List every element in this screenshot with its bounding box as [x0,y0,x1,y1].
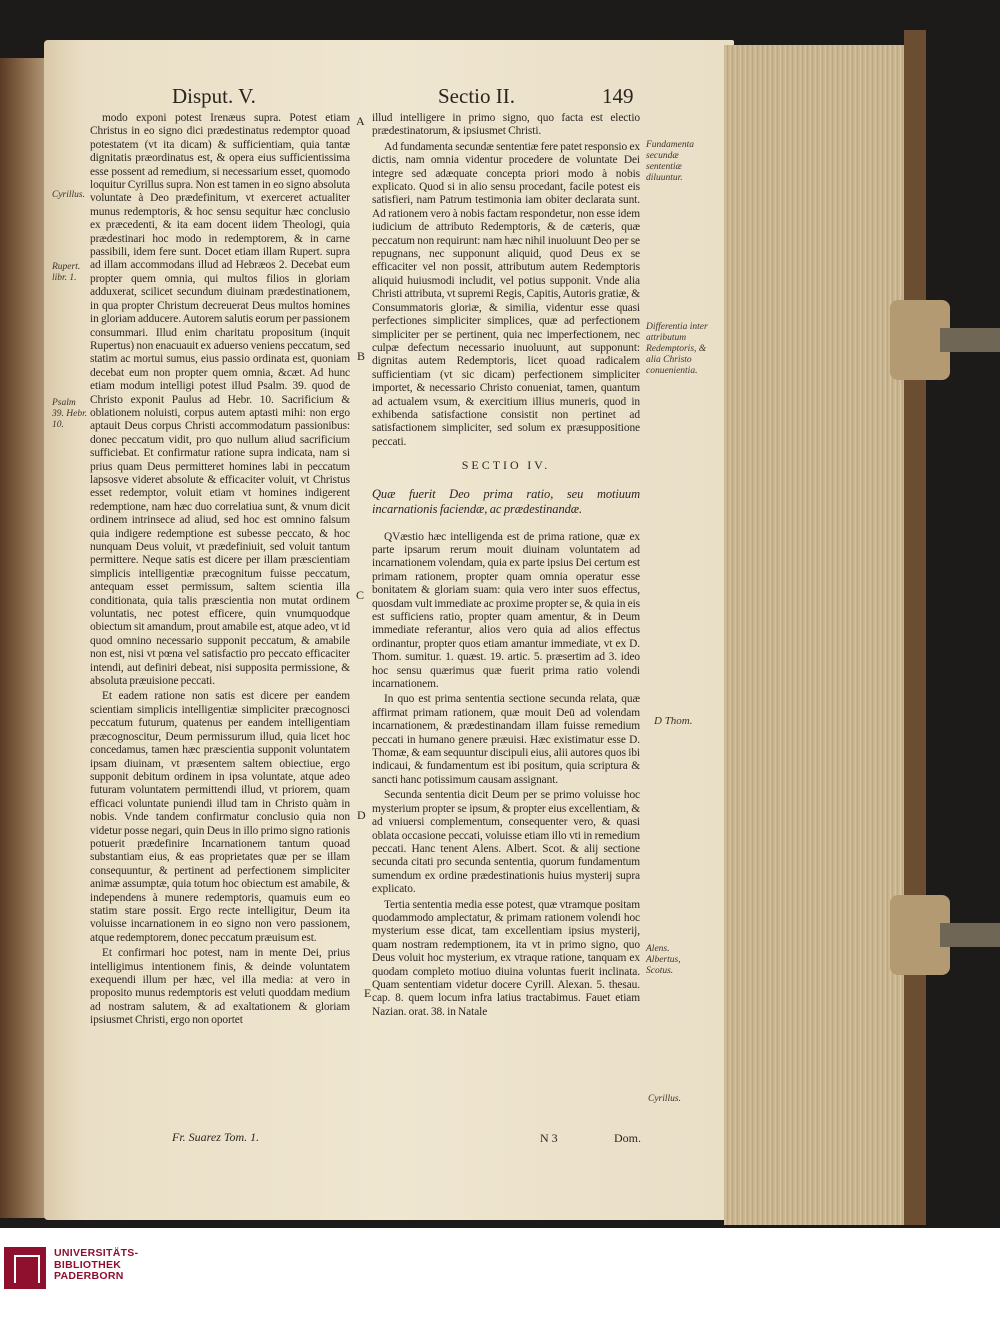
section-title: SECTIO IV. [461,458,551,473]
paragraph: modo exponi potest Irenæus supra. Potest etiam Christus in eo signo dici prædestinatus redemptor quoad potestatem (vt ita dicam) & sufficientiam, quia tantæ dignitatis præordinatus est, & opera eius sufficientissima esse possent ad remedium, si necessarium esset, quomodo loquitur Cyrillus supra. Non est tamen in eo signo absoluta voluntate à Deo prædefinitum, vt exerceret actualiter munus redemptoris, & hoc sensu sequitur hæc conclusio ex præcedenti, & ita eam docent iidem Theologi, quia prædestinari hoc modo in redemptorem, & in carne passibili, idem fere sunt. Docet etiam illam Rupert. supra ad illam accommodans illud ad Hebræos 2. Decebat eum propter quem omnia, qui multos filios in gloriam adduxerat, scilicet secundum diuinam prædestinationem, in qua propter Christum decreuerat Deus multos homines in gloriam adducere. Autorem salutis eorum per passionem consummari. Illud enim charitatu propositum (inquit Rupertus) non enacuauit ex aduerso veniens peccatum, sed statim ac mortui sumus, eius passio ordinata est, quoniam decebat eum non propter quem omnia, &cæt. Ad hunc etiam modum intelligi potest illud Psalm. 39. quod de Christo exponit Paulus ad Hebr. 10. Sacrificium & oblationem noluisti, corpus autem aptasti mihi: non ergo aptauit Deus corpus Christi accommodatum passionibus: donec peccatum vidit, pro quo nullum aliud sacrificium sufficiebat. Et confirmatur ratione supra indicata, nam si prius quam Deus permitteret homines labi in peccatum lapsosve videret absolute & efficaciter voluit, vt Christus esset redemptor, voluit etiam vt homines indigerent redemptione, nam hæc duo correlatiua sunt, & vnum dicit ordinem intrinsece ad aliud, sed hoc est omnino falsum quia indigere redemptione est subesse peccato, & hoc nunquam Deus voluit, vt prædefiniuit, sed voluit tantum permittere. Neque satis est dicere per illam præscientiam simplicis intelligentiæ præcognitum fuisse peccatum, antequam esset permissum, saltem scientia illa conditionata, quia talis præscientia non mutat ordinem voluntatis, nec potest efficere, quin vnumquodque obiectum sit amandum, prout amabile est, atque adeo, vt id quod omnino necessario supponit peccatum, & amabile non est, nisi vt pœna vel satisfactio pro peccato efficaciter intendi, aut definiri debeat, nisi supposita permissione, & absoluta præuisione peccati. [90,112,350,688]
upper-clasp [890,300,1000,380]
book-cover-edge [904,30,926,1225]
margin-note-right: D Thom. [654,715,693,727]
margin-note-right: Cyrillus. [648,1094,681,1104]
paragraph: Ad fundamenta secundæ sententiæ fere patet responsio ex dictis, nam omnia videntur procedere de voluntate Dei integre sed adæquate concepta priori modo à nobis explicato. Quod si in alio sensu procedant, facile potest eis satisfieri, nam Patrum testimonia iam obiter declarata sunt. Ad rationem vero à nobis factam respondetur, non esse idem iudicium de attributo Redemptoris, & de cæteris, quæ peccatum non requirunt: nam hæc nihil inuoluunt Deo per se repugnans, nec supponunt aliquid, quod Deus ex se efficaciter vel non possit, attributum autem Redemptoris aliquid huiusmodi includit, vel potius supponit. Vnde alia Christi attributa, vt supremi Regis, Capitis, Autoris gratiæ, & Consummatoris gloriæ, & similia, videntur esse quasi perfectiones simpliciter simplices, quæ ad perfectionem simpliciter per se pertinent, quia nec imperfectionem, nec culpæ defectum necessario inuoluunt, aut supponunt: dignitas autem Redemptoris, licet quoad radicalem sufficientiam (vt sic dicam) perfectionem simpliciter importet, & necessario Christo conueniat, tamen, quantum ad actualem vsum, & exercitium illius muneris, quod in exhibenda satisfactione consistit non pertinet ad satisfactionem simpliciter, sed solum ex præsuppositione peccati. [372,140,640,448]
lower-clasp [890,895,1000,975]
paragraph: illud intelligere in primo signo, quo facta est electio prædestinatorum, & ipsiusmet Christi. [372,112,640,138]
paragraph: Et eadem ratione non satis est dicere per eandem scientiam simplicis intelligentiæ simpliciter præcognosci peccatum futurum, quatenus per eandem intelligentiam præcognoscitur, Deum permissurum illud, quia licet hoc concedamus, tamen hæc præscientia supponit voluntatem ipsam diuinam, vt præsentem saltem obiectiue, ergo supponit debitum ordinem in ipsa voluntate, atque adeo futuram voluntatem permittendi illud, vt priorem, quam efficaci voluntate puniendi illud tam in Christo quàm in nobis. Vnde tandem confirmatur conclusio quia non videtur posse negari, quin Deus in illo primo signo rationis potuerit prædefinire Incarnationem tantum quoad substantiam eius, & eas proprietates quæ per se illam consequuntur, & pertinent ad perfectionem simpliciter animæ assumptæ, quia totum hoc obiectum est amabile, & independens à munere redemptoris, quamuis eum eo statim stare possit. Ergo recte intelligitur, Deum ita voluisse incarnationem in eo signo non vero passionem, atque redemptorem, donec peccatum præuisum est. [90,690,350,944]
library-footer [0,1228,1000,1329]
gathering-mark: N 3 [540,1131,558,1145]
running-head-left: Disput. V. [172,84,256,108]
margin-note-right: Fundamenta secundæ sententiæ diluuntur. [646,140,695,183]
section-marker: D [357,808,366,822]
university-library-logo-icon [4,1247,46,1289]
margin-note-right: Differentia inter attributum Redemptoris, & alia Christo conuenientia. [646,322,708,376]
paragraph: Secunda sententia dicit Deum per se primo voluisse hoc mysterium propter se ipsum, & propter eius excellentiam, & ad vniuersi complementum, consequenter vero, & quasi oblata occasione peccati, voluisse etiam illo vti in remedium peccati. Hanc tenent Alens. Albert. Scot. & alij sectione secunda citati pro secunda sententia, quorum fundamentum sumendum ex ordine prædestinationis huius mysterij supra explicato. [372,789,640,896]
margin-note-left: Psalm 39. Hebr. 10. [52,398,88,430]
margin-note-left: Rupert. libr. 1. [52,262,81,283]
section-marker: C [356,588,365,602]
running-head-center: Sectio II. [438,84,515,108]
page-number: 149 [602,84,634,108]
margin-note-right: Alens. Albertus, Scotus. [646,944,681,976]
printer-signature: Fr. Suarez Tom. 1. [172,1130,260,1144]
left-column [90,112,350,1030]
paragraph: Tertia sententia media esse potest, quæ vtramque positam quodammodo amplectatur, & primam rationem volendi hoc mysterium esse dicat, tam excellentiam ipsius mysterij, quam nostram redemptionem, ita vt in primo signo, quo Deus voluit hoc mysterium, ex vtraque ratione, tanquam ex quodam completo motiuo diuina voluntas fuerit inclinata. Quam sententiam videtur docere Cyrill. Alexan. 5. thesau. cap. 8. quem locum infra latius tractabimus. Fauet etiam Nazian. orat. 38. in Natale [372,898,640,1018]
margin-note-left: Cyrillus. [52,190,85,200]
section-marker: A [356,114,365,128]
section-marker: E [364,986,372,1000]
section-subtitle: Quæ fuerit Deo prima ratio, seu motiuum incarnationis faciendæ, ac prædestinandæ. [372,486,640,516]
right-column [372,112,640,1021]
catchword: Dom. [614,1131,641,1145]
paragraph: In quo est prima sententia sectione secunda relata, quæ affirmat primam rationem, quæ mouit Deū ad volendam incarnationem, & prædestinandam illam fuisse remedium peccati in humano genere præuisi. Hæc existimatur esse D. Thomæ, & eam sequuntur discipuli eius, alii autores quos ibi indicaui, & fundamentum est ibi positum, quia scriptura & sancti hanc potissimum causam assignant. [372,693,640,786]
page-block-edge [724,45,920,1225]
library-name: UNIVERSITÄTS- BIBLIOTHEK PADERBORN [54,1247,139,1282]
section-marker: B [357,349,366,363]
paragraph: QVæstio hæc intelligenda est de prima ratione, quæ ex parte ipsarum rerum mouit diuinam voluntatem ad incarnationem volendam, quia ex parte ipsius Dei certum est primam rationem, propter quam omnia operatur esse bonitatem & gloriam suam: quia vero inter suos effectus, quosdam vult immediate ac proxime propter se, & quia in eis est sufficiens ratio, propter quam amentur, & in Deum immediate referantur, alios vero quia ad alios effectus ordinantur, propter quos etiam amantur immediate, vt ex D. Thom. sumitur. 1. quæst. 19. artic. 5. præsertim ad 3. ideo hoc sensu quærimus quæ fuerit prima ratio volendi incarnationem. [372,530,640,691]
paragraph: Et confirmari hoc potest, nam in mente Dei, prius intelligimus intentionem finis, & deinde voluntatem exequendi illum per hæc, vel illa media: at vero in proposito munus redemptoris est veluti quoddam medium ad nostram salutem, & ad exaltationem & gloriam ipsiusmet Christi, ergo non oportet [90,947,350,1027]
